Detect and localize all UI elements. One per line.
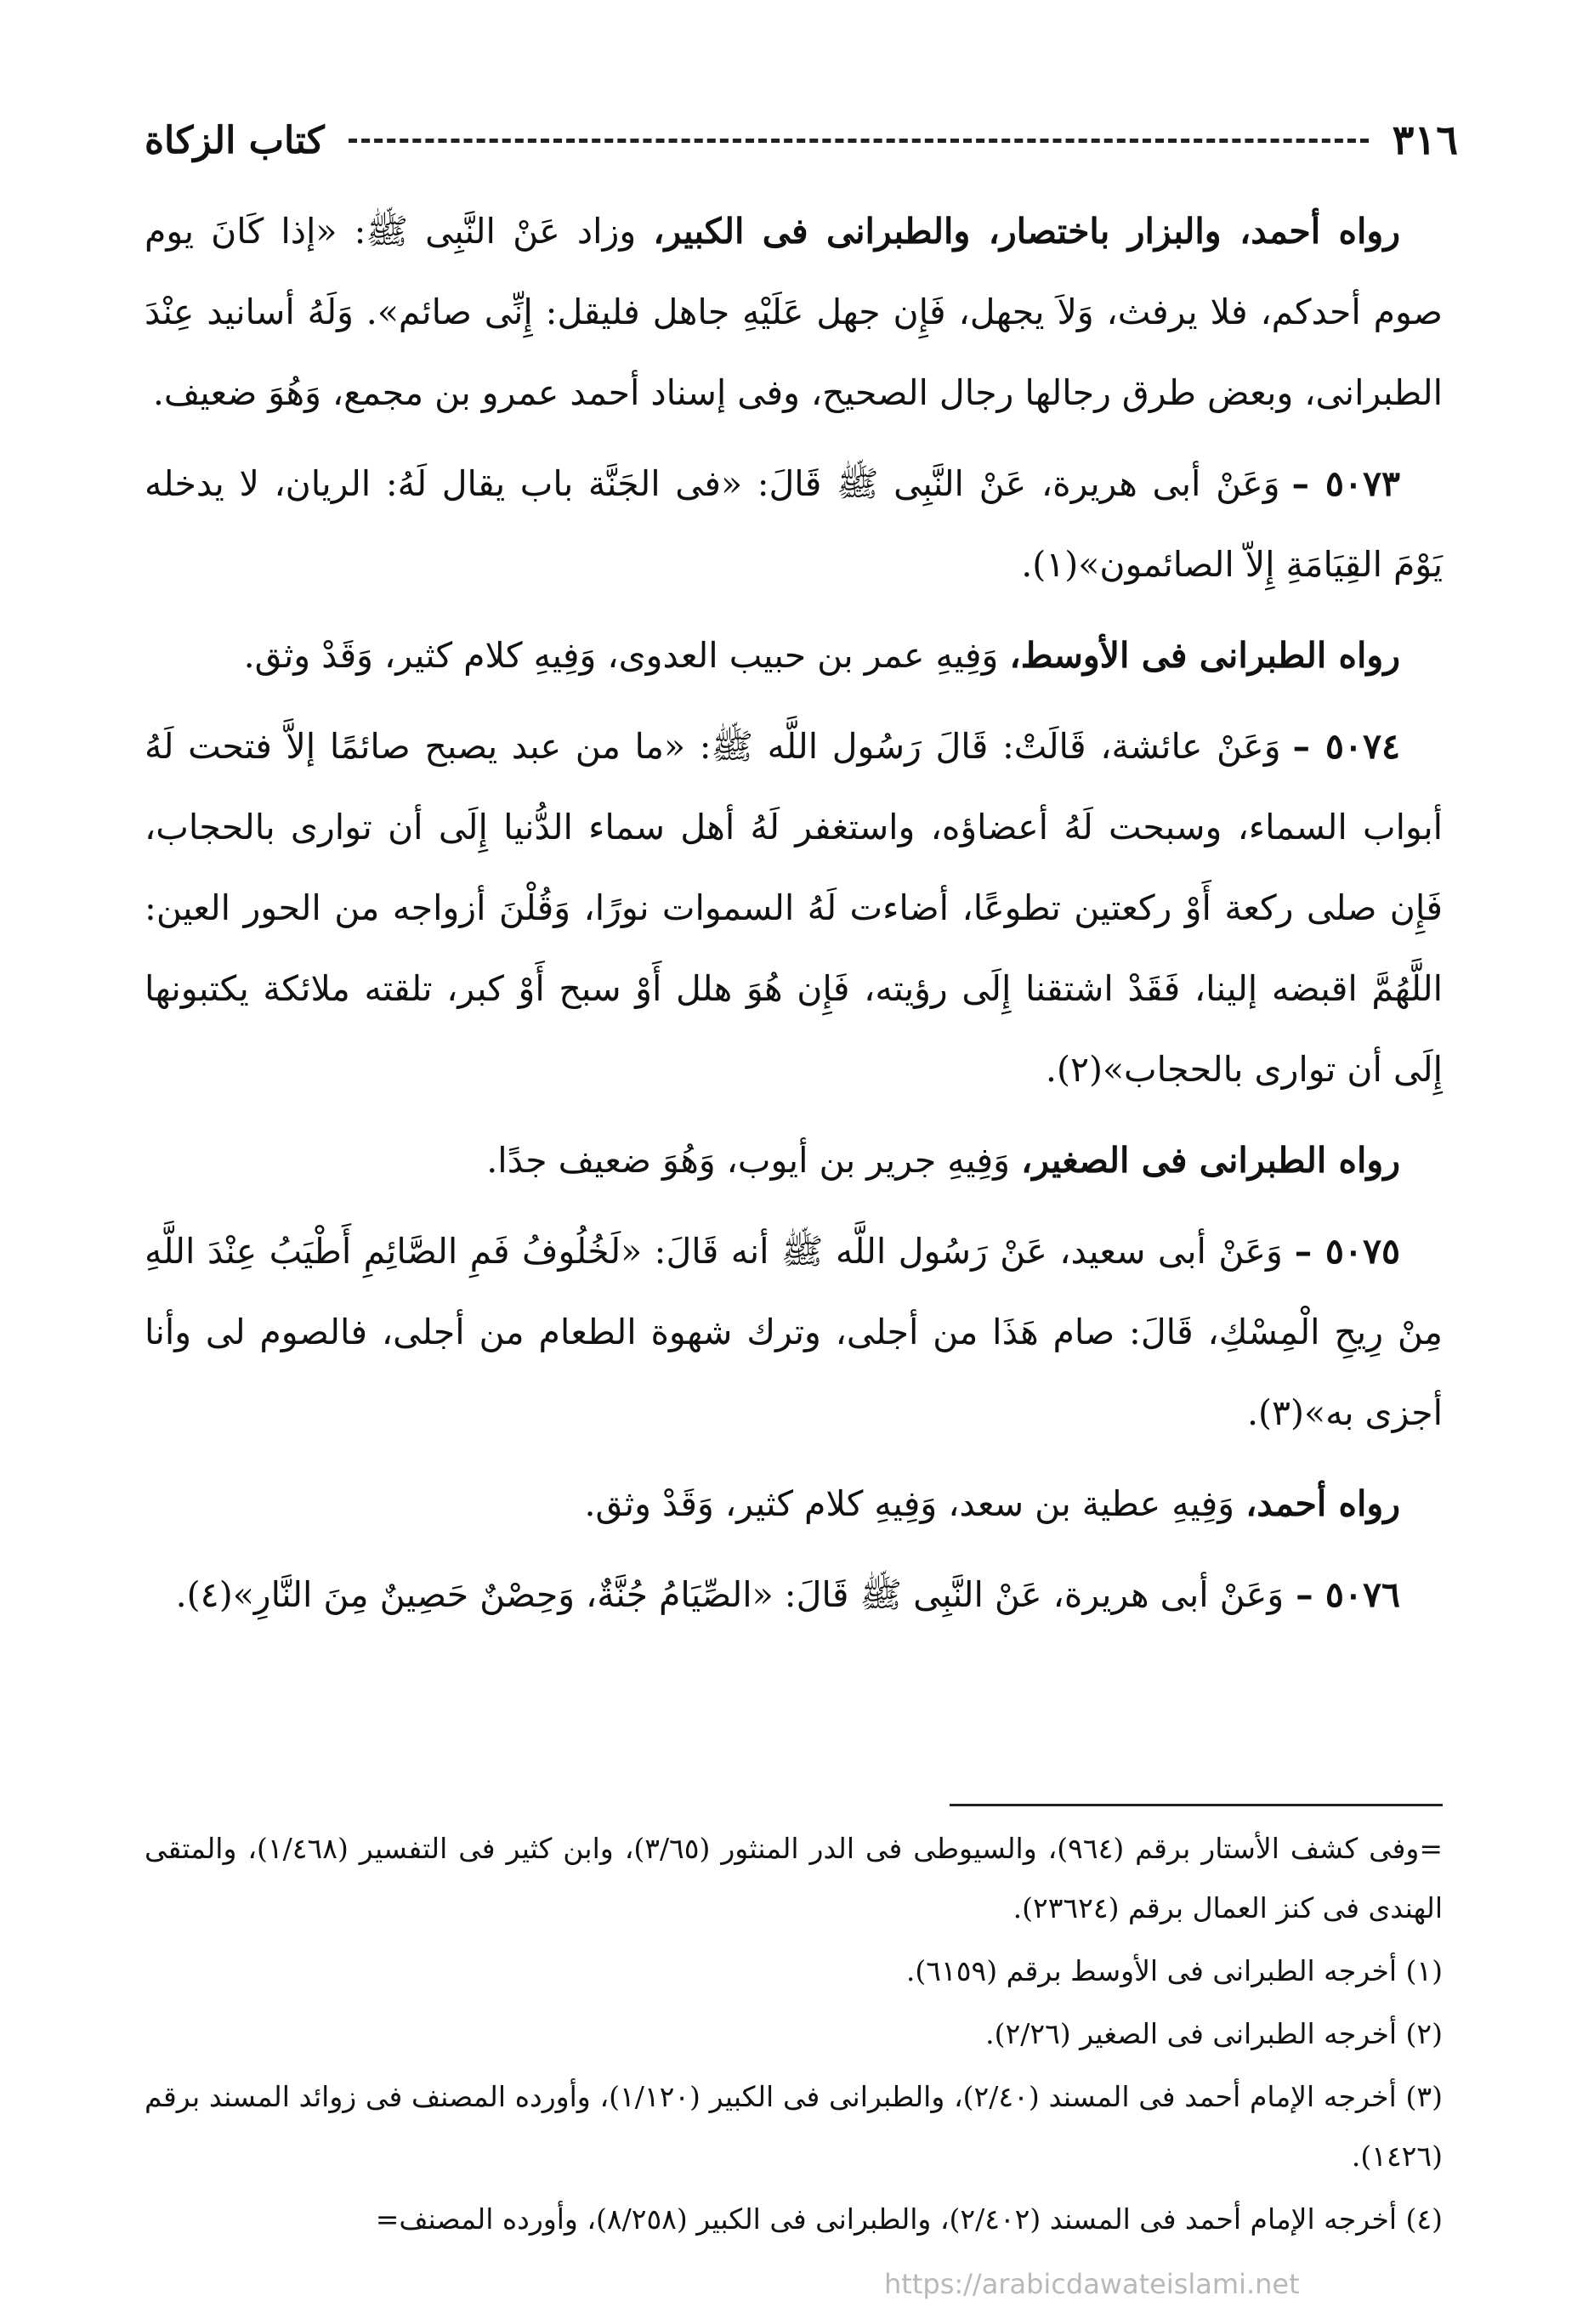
hadith-entry [145, 706, 1443, 1110]
footnote-divider [950, 1804, 1443, 1806]
hadith-text: وَعَنْ أبى هريرة، عَنْ النَّبِى ﷺ قَالَ: «فى الجَنَّة باب يقال لَهُ: الريان، لا يدخله يَوْمَ القِيَامَةِ إِلاّ الصائمون»(١). [145, 463, 1443, 585]
paragraph-text: وزاد عَنْ النَّبِى ﷺ: «إذا كَانَ يوم صوم أحدكم، فلا يرفث، وَلاَ يجهل، فَإِن جهل عَلَيْهِ جاهل فليقل: إِنِّى صائم». وَلَهُ أسانيد عِنْدَ الطبرانى، وبعض طرق رجالها رجال الصحيح، وفى إسناد أحمد عمرو بن مجمع، وَهُوَ ضعيف. [145, 211, 1443, 413]
source-attribution: رواه الطبرانى فى الأوسط، [1009, 635, 1400, 676]
hadith-text: وَعَنْ أبى سعيد، عَنْ رَسُول اللَّه ﷺ أنه قَالَ: «لَخُلُوفُ فَمِ الصَّائِمِ أَطْيَبُ عِنْدَ اللَّهِ مِنْ رِيحِ الْمِسْكِ، قَالَ: صام هَذَا من أجلى، وترك شهوة الطعام من أجلى، فالصوم لى وأنا أجزى به»(٣). [145, 1231, 1443, 1433]
paragraph [145, 1464, 1443, 1545]
hadith-entry [145, 444, 1443, 605]
paragraph-text: وَفِيهِ عمر بن حبيب العدوى، وَفِيهِ كلام كثير، وَقَدْ وثق. [243, 635, 999, 676]
footnotes [145, 1819, 1443, 2253]
hadith-entry [145, 1555, 1443, 1635]
page-number: ٣١٦ [1392, 116, 1458, 164]
hadith-number: ٥٠٧٤ – [1292, 726, 1400, 767]
hadith-number: ٥٠٧٣ – [1291, 463, 1400, 504]
source-attribution: رواه أحمد، والبزار باختصار، والطبرانى فى الكبير، [653, 211, 1401, 252]
hadith-number: ٥٠٧٦ – [1296, 1574, 1400, 1615]
hadith-number: ٥٠٧٥ – [1294, 1231, 1400, 1272]
hadith-text: وَعَنْ عائشة، قَالَتْ: قَالَ رَسُول اللَّه ﷺ: «ما من عبد يصبح صائمًا إلاَّ فتحت لَهُ أبواب السماء، وسبحت لَهُ أعضاؤه، واستغفر لَهُ أهل سماء الدُّنيا إِلَى أن توارى بالحجاب، فَإِن صلى ركعة أَوْ ركعتين تطوعًا، أضاءت لَهُ السموات نورًا، وَقُلْنَ أزواجه من الحور العين: اللَّهُمَّ اقبضه إلينا، فَقَدْ اشتقنا إِلَى رؤيته، فَإِن هُوَ هلل أَوْ سبح أَوْ كبر، تلقته ملائكة يكتبونها إِلَى أن توارى بالحجاب»(٢). [145, 726, 1443, 1090]
header-dashed-rule [349, 139, 1369, 143]
paragraph [145, 615, 1443, 696]
footnote: (١) أخرجه الطبرانى فى الأوسط برقم (٦١٥٩). [905, 1954, 1443, 1987]
footnote: (٢) أخرجه الطبرانى فى الصغير (٢/٢٦). [985, 2017, 1443, 2050]
paragraph-text: وَفِيهِ جرير بن أيوب، وَهُوَ ضعيف جدًا. [486, 1140, 1010, 1181]
watermark-url: https://arabicdawateislami.net [884, 2268, 1300, 2300]
footnote: (٣) أخرجه الإمام أحمد فى المسند (٢/٤٠)، والطبرانى فى الكبير (١/١٢٠)، وأورده المصنف فى زوائد المسند برقم (١٤٢٦). [145, 2080, 1443, 2173]
running-title: كتاب الزكاة [145, 118, 325, 162]
main-text [145, 191, 1443, 1646]
page-header [145, 111, 1458, 170]
paragraph [145, 191, 1443, 434]
source-attribution: رواه الطبرانى فى الصغير، [1021, 1140, 1400, 1181]
hadith-entry [145, 1211, 1443, 1454]
paragraph [145, 1120, 1443, 1201]
footnote: (٤) أخرجه الإمام أحمد فى المسند (٢/٤٠٢)، والطبرانى فى الكبير (٨/٢٥٨)، وأورده المصنف= [375, 2202, 1443, 2236]
paragraph-text: وَفِيهِ عطية بن سعد، وَفِيهِ كلام كثير، وَقَدْ وثق. [584, 1483, 1235, 1524]
source-attribution: رواه أحمد، [1245, 1483, 1400, 1524]
hadith-text: وَعَنْ أبى هريرة، عَنْ النَّبِى ﷺ قَالَ: «الصِّيَامُ جُنَّةٌ، وَحِصْنٌ حَصِينٌ مِنَ النَّارِ»(٤). [175, 1574, 1285, 1615]
footnote: =وفى كشف الأستار برقم (٩٦٤)، والسيوطى فى الدر المنثور (٣/٦٥)، وابن كثير فى التفسير (١/٤٦٨)، والمتقى الهندى فى كنز العمال برقم (٢٣٦٢٤). [145, 1832, 1443, 1924]
